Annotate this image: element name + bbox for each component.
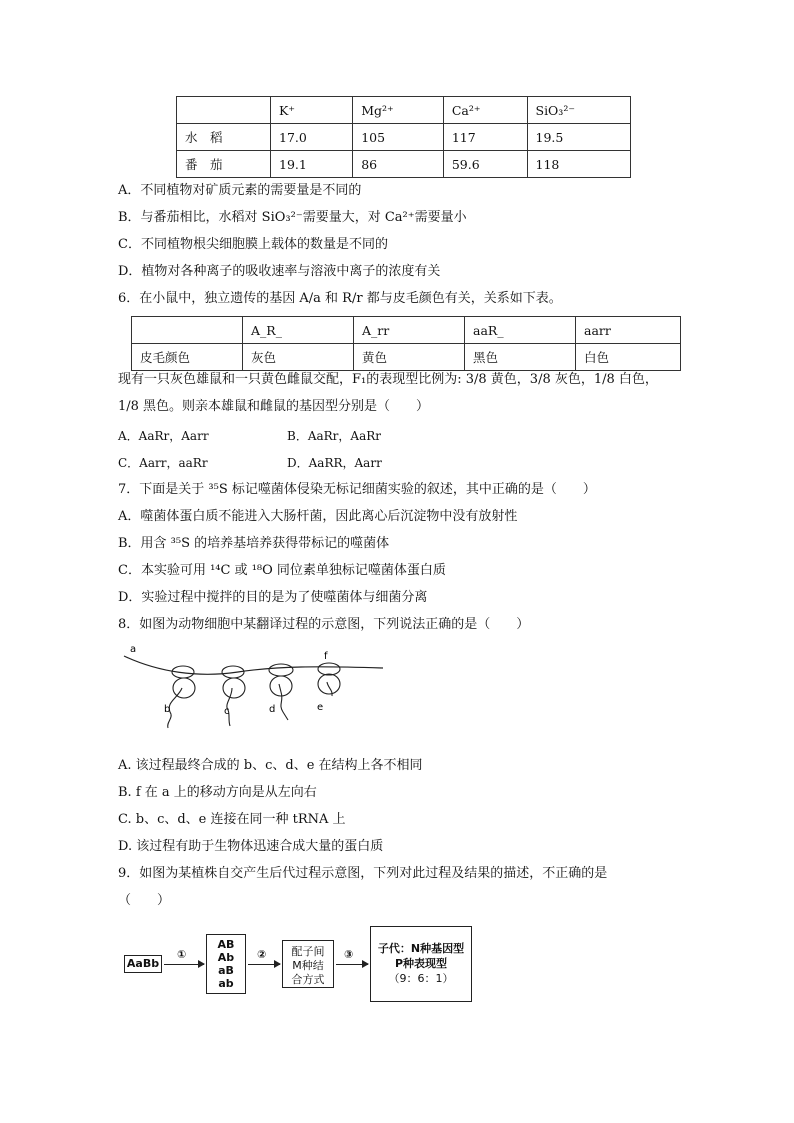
q7-stem: 7．下面是关于 ³⁵S 标记噬菌体侵染无标记细菌实验的叙述，其中正确的是（ ）	[118, 482, 596, 497]
table-cell: 番 茄	[177, 151, 271, 178]
combo-line: M种结	[292, 959, 324, 972]
q7-option-a: A．噬菌体蛋白质不能进入大肠杆菌，因此离心后沉淀物中没有放射性	[118, 509, 518, 524]
table-cell: 黑色	[465, 344, 576, 371]
gamete: aB	[218, 964, 234, 977]
table-cell: K⁺	[271, 97, 353, 124]
table-cell: 105	[353, 124, 444, 151]
table-cell: 黄色	[354, 344, 465, 371]
table-cell: 白色	[576, 344, 681, 371]
offspring-line: 子代：N种基因型	[377, 942, 465, 955]
gamete: AB	[217, 938, 235, 951]
step-2: ②	[257, 948, 267, 961]
table-cell: 17.0	[271, 124, 353, 151]
table-cell: 19.5	[527, 124, 631, 151]
table-cell: 水 稻	[177, 124, 271, 151]
table-cell: aaR_	[465, 317, 576, 344]
q6-para2: 1/8 黑色。则亲本雄鼠和雌鼠的基因型分别是（ ）	[118, 399, 430, 414]
fur-table-header	[132, 317, 681, 344]
gamete: Ab	[217, 951, 235, 964]
offspring-box	[370, 926, 472, 1002]
fur-color-table	[131, 316, 681, 371]
combo-line: 合方式	[291, 973, 325, 986]
ion-table	[176, 96, 631, 178]
q5-option-d: D．植物对各种离子的吸收速率与溶液中离子的浓度有关	[118, 264, 441, 279]
q7-option-c: C．本实验可用 ¹⁴C 或 ¹⁸O 同位素单独标记噬菌体蛋白质	[118, 563, 446, 578]
table-cell: 59.6	[443, 151, 527, 178]
table-row	[177, 151, 631, 178]
combo-line: 配子间	[291, 945, 325, 958]
gamete: ab	[218, 977, 234, 990]
table-cell: SiO₃²⁻	[527, 97, 631, 124]
step-1: ①	[177, 948, 187, 961]
q5-option-b: B．与番茄相比，水稻对 SiO₃²⁻需要量大，对 Ca²⁺需要量小	[118, 210, 467, 225]
q5-option-c: C．不同植物根尖细胞膜上载体的数量是不同的	[118, 237, 388, 252]
table-cell: Mg²⁺	[353, 97, 444, 124]
q7-option-b: B．用含 ³⁵S 的培养基培养获得带标记的噬菌体	[118, 536, 390, 551]
q8-option-a: A. 该过程最终合成的 b、c、d、e 在结构上各不相同	[118, 758, 423, 773]
parent-genotype: AaBb	[126, 957, 160, 970]
table-cell: 灰色	[243, 344, 354, 371]
q8-option-b: B. f 在 a 上的移动方向是从左向右	[118, 785, 317, 800]
offspring-line: （9：6：1）	[388, 972, 454, 985]
table-cell: 118	[527, 151, 631, 178]
table-cell: 皮毛颜色	[132, 344, 243, 371]
q5-option-a: A．不同植物对矿质元素的需要量是不同的	[118, 183, 362, 198]
label-f: f	[324, 651, 328, 662]
q7-option-d: D．实验过程中搅拌的目的是为了使噬菌体与细菌分离	[118, 590, 428, 605]
table-cell	[132, 317, 243, 344]
q6-option-d: D．AaRR，Aarr	[287, 456, 382, 470]
table-cell	[177, 97, 271, 124]
q9-stem: 9．如图为某植株自交产生后代过程示意图，下列对此过程及结果的描述，不正确的是	[118, 866, 608, 881]
arrow-3	[336, 964, 368, 965]
q6-option-b: B．AaRr，AaRr	[287, 429, 382, 443]
q6-option-a: A．AaRr，Aarr	[118, 429, 209, 443]
table-cell: A_R_	[243, 317, 354, 344]
mrna-strand	[124, 656, 383, 674]
arrow-1	[164, 964, 204, 965]
q9-paren: （ ）	[118, 893, 171, 908]
q8-option-d: D. 该过程有助于生物体迅速合成大量的蛋白质	[118, 839, 384, 854]
table-row	[177, 124, 631, 151]
offspring-line: P种表现型	[394, 957, 448, 970]
combination-box	[282, 940, 334, 988]
ribosome	[168, 666, 195, 728]
label-d: d	[269, 704, 276, 715]
table-cell: Ca²⁺	[443, 97, 527, 124]
table-cell: A_rr	[354, 317, 465, 344]
arrow-2	[248, 964, 280, 965]
table-cell: 86	[353, 151, 444, 178]
translation-diagram	[118, 642, 398, 732]
q6-para1: 现有一只灰色雄鼠和一只黄色雌鼠交配，F₁的表现型比例为: 3/8 黄色，3/8 灰色，1/8 白色，	[118, 372, 658, 387]
q6-option-c: C．Aarr，aaRr	[118, 456, 208, 470]
ribosome	[318, 663, 340, 696]
q6-stem: 6．在小鼠中，独立遗传的基因 A/a 和 R/r 都与皮毛颜色有关，关系如下表。	[118, 291, 562, 306]
table-cell: aarr	[576, 317, 681, 344]
table-row	[132, 344, 681, 371]
ion-table-header	[177, 97, 631, 124]
ribosome	[222, 666, 245, 726]
table-cell: 117	[443, 124, 527, 151]
table-cell: 19.1	[271, 151, 353, 178]
q8-option-c: C. b、c、d、e 连接在同一种 tRNA 上	[118, 812, 346, 827]
label-c: c	[224, 706, 230, 717]
q8-stem: 8．如图为动物细胞中某翻译过程的示意图，下列说法正确的是（ ）	[118, 617, 530, 632]
parent-genotype-box	[124, 955, 162, 973]
gametes-box	[206, 934, 246, 994]
label-e: e	[317, 702, 324, 713]
label-a: a	[130, 644, 137, 655]
step-3: ③	[344, 948, 354, 961]
label-b: b	[164, 704, 171, 715]
